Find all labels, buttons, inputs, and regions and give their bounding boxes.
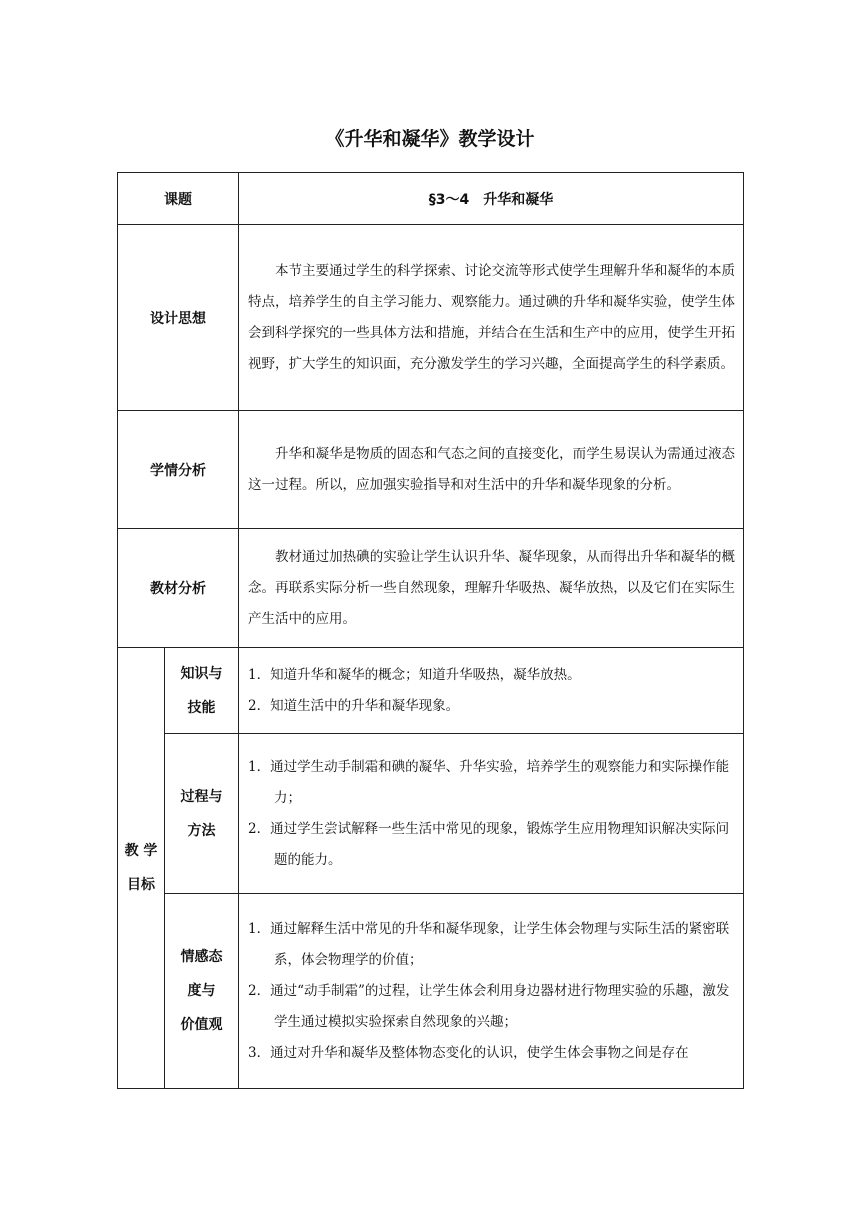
- row-topic: [118, 173, 744, 225]
- list-item: 2．通过“动手制霜”的过程，让学生体会利用身边器材进行物理实验的乐趣，激发学生通过模拟实验探索自然现象的兴趣；: [248, 982, 730, 1030]
- design-cell: [239, 225, 744, 411]
- goals-label: [118, 648, 165, 1089]
- list-item: 2．知道生活中的升华和凝华现象。: [248, 697, 460, 714]
- list-item: 1．通过解释生活中常见的升华和凝华现象，让学生体会物理与实际生活的紧密联系，体会物理学的价值；: [248, 920, 730, 968]
- attitude-label: [165, 894, 239, 1089]
- attitude-cell: [239, 894, 744, 1089]
- learning-label: 学情分析: [118, 411, 239, 529]
- knowledge-cell: [239, 648, 744, 734]
- row-learning: [118, 411, 744, 529]
- learning-text: 升华和凝华是物质的固态和气态之间的直接变化，而学生易误认为需通过液态这一过程。所以，应加强实验指导和对生活中的升华和凝华现象的分析。: [248, 445, 735, 493]
- material-cell: [239, 529, 744, 648]
- row-attitude: [118, 894, 744, 1089]
- process-label-line-2: 方法: [187, 822, 216, 839]
- material-text: 教材通过加热碘的实验让学生认识升华、凝华现象，从而得出升华和凝华的概念。再联系实际分析一些自然现象，理解升华吸热、凝华放热，以及它们在实际生产生活中的应用。: [248, 548, 735, 627]
- process-label: [165, 734, 239, 894]
- attitude-label-line-3: 价值观: [180, 1017, 223, 1033]
- row-design: [118, 225, 744, 411]
- learning-cell: [239, 411, 744, 529]
- material-label: 教材分析: [118, 529, 239, 648]
- list-item: 2．通过学生尝试解释一些生活中常见的现象，锻炼学生应用物理知识解决实际问题的能力。: [248, 820, 730, 868]
- lesson-plan-table: [117, 172, 744, 1089]
- list-item: 1．通过学生动手制霜和碘的凝华、升华实验，培养学生的观察能力和实际操作能力；: [248, 758, 730, 806]
- attitude-label-line-1: 情感态: [180, 949, 223, 965]
- row-process: [118, 734, 744, 894]
- goals-label-line-2: 目标: [127, 877, 155, 893]
- knowledge-label-line-2: 技能: [187, 699, 216, 716]
- goals-label-line-1: 教 学: [124, 843, 158, 859]
- process-label-line-1: 过程与: [180, 788, 223, 805]
- row-knowledge: [118, 648, 744, 734]
- document-title: 《升华和凝华》教学设计: [325, 128, 535, 150]
- list-item: 1．知道升华和凝华的概念；知道升华吸热，凝华放热。: [248, 666, 581, 683]
- row-material: [118, 529, 744, 648]
- topic-label: 课题: [118, 173, 239, 225]
- knowledge-label-line-1: 知识与: [180, 665, 223, 682]
- design-text: 本节主要通过学生的科学探索、讨论交流等形式使学生理解升华和凝华的本质特点，培养学生的自主学习能力、观察能力。通过碘的升华和凝华实验，使学生体会到科学探究的一些具体方法和措施，并结合在生活和生产中的应用，使学生开拓视野，扩大学生的知识面，充分激发学生的学习兴趣，全面提高学生的科学素质。: [248, 262, 735, 372]
- list-item: 3．通过对升华和凝华及整体物态变化的认识，使学生体会事物之间是存在: [248, 1044, 689, 1061]
- process-cell: [239, 734, 744, 894]
- design-label: 设计思想: [118, 225, 239, 411]
- topic-value: §3～4 升华和凝华: [239, 173, 744, 225]
- knowledge-label: [165, 648, 239, 734]
- attitude-label-line-2: 度与: [187, 983, 216, 999]
